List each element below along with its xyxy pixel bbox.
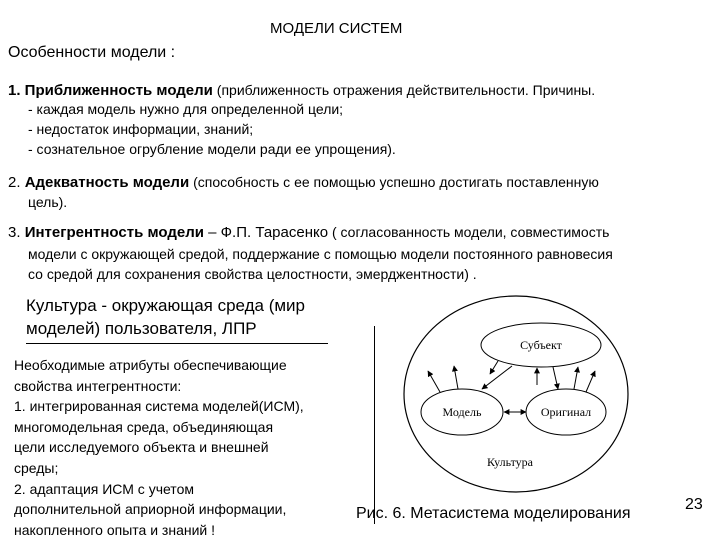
attributes-line: 2. адаптация ИСМ с учетом	[14, 480, 194, 497]
metasystem-diagram	[400, 288, 640, 498]
item-3	[8, 224, 609, 241]
item-2-number: 2.	[8, 174, 25, 191]
item-1-description: (приближенность отражения действительности. Причины.	[212, 82, 596, 98]
item-2-heading: Адекватность модели	[24, 174, 190, 191]
divider-line	[26, 343, 328, 344]
item-1-bullet: - недостаток информации, знаний;	[28, 121, 254, 137]
item-3-continuation: со средой для сохранения свойства целостности, эмерджентности) .	[28, 266, 477, 282]
item-3-description: ( согласованность модели, совместимость	[328, 224, 610, 240]
arrow-model-out	[428, 371, 440, 392]
page-number: 23	[685, 496, 703, 513]
item-2-description: (способность с ее помощью успешно достигать поставленную	[189, 174, 599, 190]
original-label: Оригинал	[540, 405, 592, 419]
subject-label: Субъект	[520, 338, 562, 352]
item-3-continuation: модели с окружающей средой, поддержание с помощью модели постоянного равновесия	[28, 246, 613, 262]
arrow-model-out	[454, 366, 458, 389]
arrow-original-out	[586, 371, 595, 392]
model-label: Модель	[442, 405, 482, 419]
attributes-list	[14, 355, 359, 540]
attributes-line: Необходимые атрибуты обеспечивающие	[14, 357, 287, 373]
item-3-number: 3.	[8, 224, 25, 241]
item-3-heading: Интегрентность модели	[24, 224, 204, 241]
item-1-bullet: - каждая модель нужно для определенной цели;	[28, 101, 344, 117]
arrow-subject-model	[482, 366, 512, 389]
item-1-bullet: - сознательное огрубление модели ради ее упрощения).	[28, 141, 396, 157]
attributes-line: накопленного опыта и знаний !	[14, 521, 216, 538]
item-2-continuation: цель).	[28, 194, 68, 210]
item-3-author: – Ф.П. Тарасенко	[203, 224, 329, 241]
attributes-line: среды;	[14, 459, 59, 476]
attributes-line: цели исследуемого объекта и внешней	[14, 439, 269, 456]
culture-definition: Культура - окружающая среда (мир моделей) пользователя, ЛПР	[26, 296, 306, 338]
attributes-line: 1. интегрированная система моделей(ИСМ),	[14, 398, 304, 415]
attributes-line: дополнительной априорной информации,	[14, 501, 287, 518]
culture-label: Культура	[487, 455, 533, 469]
item-1-heading: 1. Приближенность модели	[8, 82, 213, 99]
arrow-original-out	[574, 367, 578, 389]
section-subtitle: Особенности модели :	[8, 44, 176, 61]
item-1	[8, 82, 595, 99]
vertical-divider	[374, 326, 375, 524]
attributes-line: свойства интегрентности:	[14, 377, 182, 394]
page-title: МОДЕЛИ СИСТЕМ	[270, 20, 403, 37]
figure-caption: Рис. 6. Метасистема моделирования	[356, 505, 631, 522]
arrow-subject-original	[553, 367, 558, 389]
item-2	[8, 174, 599, 191]
attributes-line: многомодельная среда, объединяющая	[14, 418, 274, 435]
arrow-subject-in	[490, 361, 498, 374]
